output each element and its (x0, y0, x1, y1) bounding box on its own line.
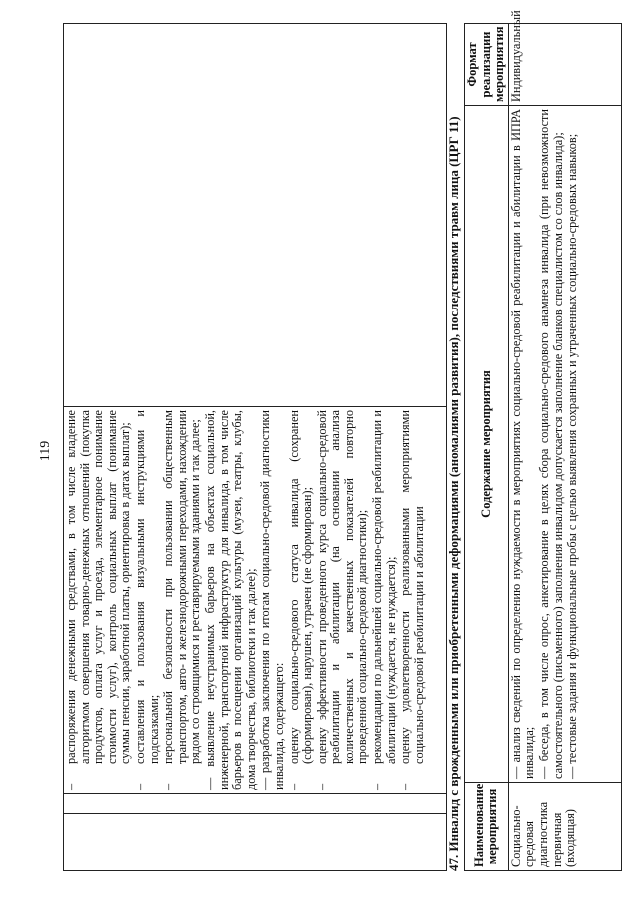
upper-table (63, 23, 447, 871)
list-item-text: оценку эффективности проведенного курса социально-средовой реабилитации и абилитации (на основании анализа количественных и качественных показателей повторно проведенной социально-средовой диагностики); (314, 410, 370, 764)
row-content (508, 106, 621, 783)
upper-table-empty-cell (64, 814, 447, 871)
section-title: 47. Инвалид с врожденными или приобретенными деформациями (аномалиями развития), последствиями травм лица (ЦРГ 11) (446, 116, 461, 871)
list-item (316, 410, 370, 790)
list-item-text: оценку удовлетворенности реализованными мероприятиями социально-средовой реабилитации и абилитации (398, 410, 426, 764)
list-item (162, 410, 203, 790)
content-paragraph: — тестовые задания и функциональные пробы с целью выявления сохранных и утраченных социально-средовых навыков; (565, 133, 580, 779)
list-item-text: — выявление неустранимых барьеров на объектах социальной, инженерной, транспортной инфраструктур для инвалида, в том числе барьеров в посещении организаций культуры (музеи, театры, клубы, дома творчества, библиотеки и так далее); (202, 410, 258, 790)
list-item (371, 410, 398, 790)
list-dash: – (161, 783, 176, 790)
row-format: Индивидуальный (508, 24, 621, 106)
list-item (288, 410, 315, 790)
header-format: Формат реализации мероприятия (465, 24, 509, 106)
list-item (134, 410, 161, 790)
list-item-text: составления и пользования визуальными инструкциями и подсказками; (132, 410, 161, 764)
list-item-text: — разработка заключения по итогам социально-средовой диагностики инвалида, содержащего: (258, 410, 286, 790)
list-item-text: распоряжения денежными средствами, в том числе владение алгоритмом совершения товарно-денежных отношений (покупка продуктов, оплата услуг и проезда, элементарное понимание стоимости услуг), контроль социальных выплат (понимание суммы пенсии, заработной платы, ориентировка в датах выплат); (64, 410, 133, 764)
list-dash: – (370, 783, 385, 790)
rotated-document-content (63, 10, 623, 871)
list-item-text: рекомендации по дальнейшей социально-средовой реабилитации и абилитации (нуждается, не нуждается); (370, 410, 398, 764)
list-item (65, 410, 133, 790)
list-dash: – (286, 783, 301, 790)
list-dash: – (64, 783, 78, 790)
upper-list (65, 410, 426, 790)
upper-table-format-cell (64, 24, 447, 407)
list-dash: – (398, 783, 413, 790)
list-item (204, 410, 258, 790)
header-content: Содержание мероприятия (465, 106, 509, 783)
upper-table-narrow-cell (64, 794, 447, 814)
page-number: 119 (38, 440, 53, 462)
row-name: Социально-средовая диагностика первичная (входящая) (508, 783, 621, 871)
list-item-text: оценку социально-средового статуса инвалида (сохранен (сформирован), нарушен, утрачен (не сформирован); (286, 410, 315, 764)
list-dash: – (314, 783, 329, 790)
content-paragraph: — анализ сведений по определению нуждаемости в мероприятиях социально-средовой реабилитации и абилитации в ИПРА инвалида; (508, 109, 537, 779)
list-item-text: персональной безопасности при пользовании общественным транспортом, авто- и железнодорожными переходами, нахождении рядом со строящимися и реставрируемыми зданиями и так далее; (161, 410, 203, 764)
table-row (508, 24, 621, 871)
content-paragraph: — беседа, в том числе опрос, анкетирование в целях сбора социально-средового анамнеза инвалида (при невозможности самостоятельного (письменного) заполнения инвалидом допускается заполнение бланков специалистом со слов инвалида); (536, 109, 565, 779)
lower-table (464, 10, 622, 871)
list-dash: – (132, 783, 147, 790)
list-item (399, 410, 426, 790)
upper-table-content-cell (64, 407, 447, 794)
list-item (259, 410, 286, 790)
header-name: Наименование мероприятия (465, 783, 509, 871)
